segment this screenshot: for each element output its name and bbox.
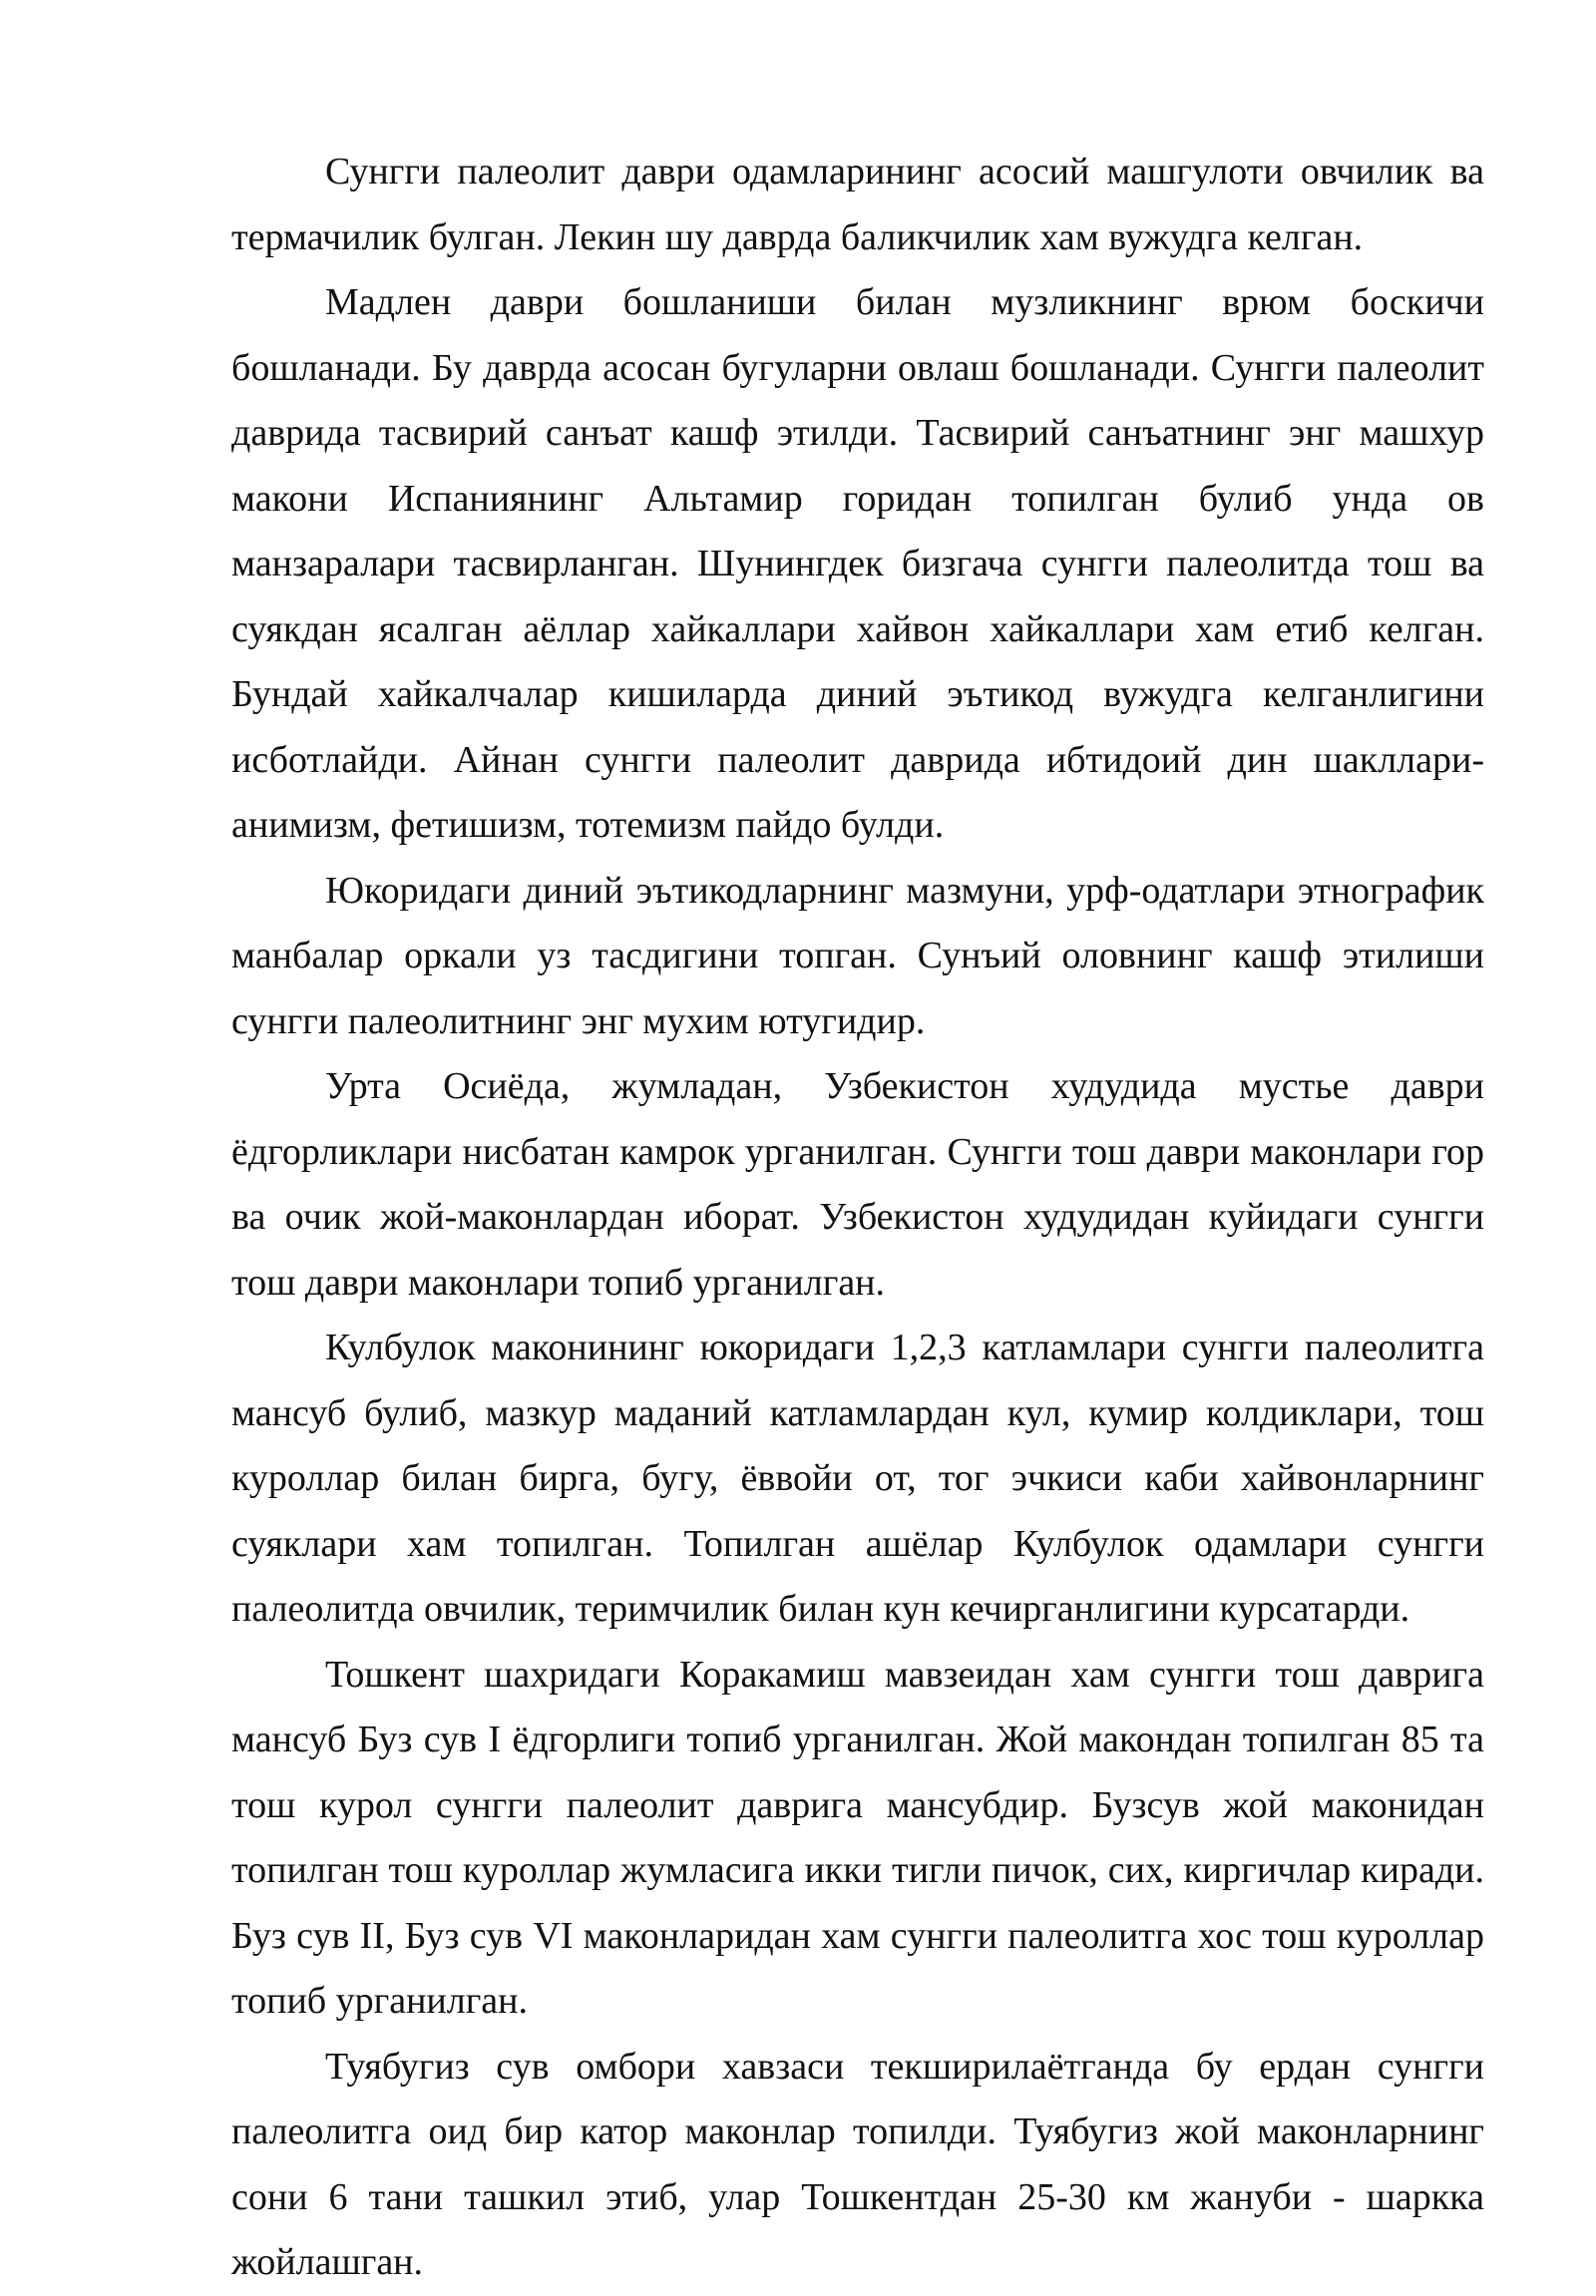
document-page	[231, 140, 1484, 2296]
paragraph-3: Юкоридаги диний эътикодларнинг мазмуни, урф-одатлари этнографик манбалар оркали уз тасдигини топган. Сунъий оловнинг кашф этилиши сунгги палеолитнинг энг мухим ютугидир.	[231, 869, 1484, 1042]
paragraph-2: Мадлен даври бошланиши билан музликнинг врюм боскичи бошланади. Бу даврда асосан бугуларни овлаш бошланади. Сунгги палеолит даврида тасвирий санъат кашф этилди. Тасвирий санъатнинг энг машхур макони Испаниянинг Альтамир горидан топилган булиб унда ов манзаралари тасвирланган. Шунингдек бизгача сунгги палеолитда тош ва суякдан ясалган аёллар хайкаллари хайвон хайкаллари хам етиб келган. Бундай хайкалчалар кишиларда диний эътикод вужудга келганлигини исботлайди. Айнан сунгги палеолит даврида ибтидоий дин шакллари-анимизм, фетишизм, тотемизм пайдо булди.	[231, 281, 1484, 846]
paragraph-4: Урта Осиёда, жумладан, Узбекистон худудида мустье даври ёдгорликлари нисбатан камрок урганилган. Сунгги тош даври маконлари гор ва очик жой-маконлардан иборат. Узбекистон худудидан куйидаги сунгги тош даври маконлари топиб урганилган.	[231, 1065, 1484, 1304]
paragraph-7: Туябугиз сув омбори хавзаси текширилаётганда бу ердан сунгги палеолитга оид бир катор маконлар топилди. Туябугиз жой маконларнинг сони 6 тани ташкил этиб, улар Тошкентдан 25-30 км жануби - шаркка жойлашган.	[231, 2045, 1484, 2283]
paragraph-1: Сунгги палеолит даври одамларининг асосий машгулоти овчилик ва термачилик булган. Лекин шу даврда баликчилик хам вужудга келган.	[231, 151, 1484, 258]
paragraph-6: Тошкент шахридаги Коракамиш мавзеидан хам сунгги тош даврига мансуб Буз сув I ёдгорлиги топиб урганилган. Жой макондан топилган 85 та тош курол сунгги палеолит даврига мансубдир. Бузсув жой маконидан топилган тош куроллар жумласига икки тигли пичок, сих, киргичлар киради. Буз сув II, Буз сув VI маконларидан хам сунгги палеолитга хос тош куроллар топиб урганилган.	[231, 1653, 1484, 2022]
paragraph-5: Кулбулок маконининг юкоридаги 1,2,3 катламлари сунгги палеолитга мансуб булиб, мазкур маданий катламлардан кул, кумир колдиклари, тош куроллар билан бирга, бугу, ёввойи от, тог эчкиси каби хайвонларнинг суяклари хам топилган. Топилган ашёлар Кулбулок одамлари сунгги палеолитда овчилик, теримчилик билан кун кечирганлигини курсатарди.	[231, 1327, 1484, 1630]
